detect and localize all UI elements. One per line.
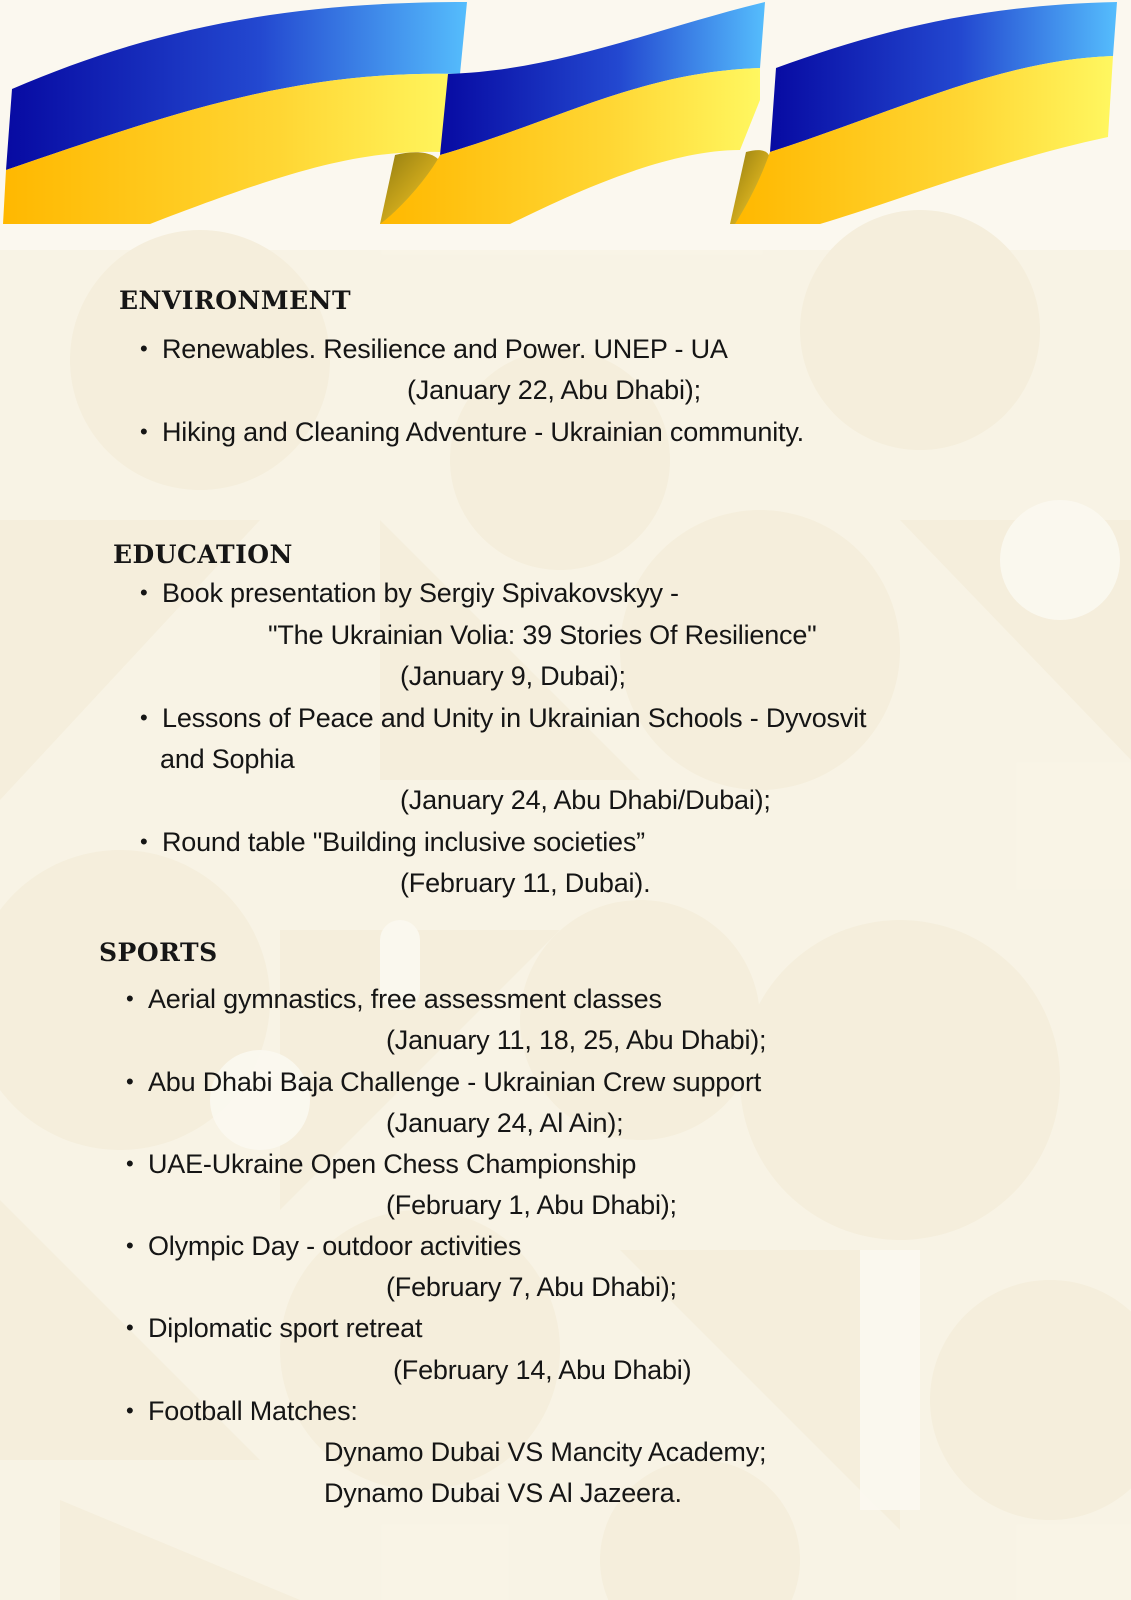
list-item-continuation: and Sophia	[160, 744, 295, 774]
list-item: • Book presentation by Sergiy Spivakovskyy -	[140, 578, 679, 609]
list-item: • Diplomatic sport retreat	[126, 1313, 422, 1344]
list-item-detail: (February 7, Abu Dhabi);	[386, 1272, 677, 1302]
section-heading-education: EDUCATION	[113, 540, 293, 569]
list-item-detail: (February 1, Abu Dhabi);	[386, 1190, 677, 1220]
list-item: • Round table "Building inclusive societies”	[140, 827, 645, 858]
list-item-detail: (January 9, Dubai);	[400, 661, 626, 691]
list-item: • UAE-Ukraine Open Chess Championship	[126, 1149, 636, 1180]
section-heading-sports: SPORTS	[99, 938, 218, 967]
list-item: • Football Matches:	[126, 1396, 358, 1427]
football-match: Dynamo Dubai VS Mancity Academy;	[324, 1437, 767, 1467]
list-item-detail: (January 24, Al Ain);	[386, 1108, 624, 1138]
list-item: • Abu Dhabi Baja Challenge - Ukrainian Crew support	[126, 1067, 761, 1098]
list-item: • Lessons of Peace and Unity in Ukrainian Schools - Dyvosvit	[140, 703, 866, 734]
list-item: • Hiking and Cleaning Adventure - Ukrainian community.	[140, 417, 804, 448]
list-item-detail: (January 24, Abu Dhabi/Dubai);	[400, 785, 771, 815]
list-item-subtitle: "The Ukrainian Volia: 39 Stories Of Resilience"	[268, 620, 817, 650]
list-item-detail: (January 11, 18, 25, Abu Dhabi);	[386, 1025, 767, 1055]
list-item-detail: (January 22, Abu Dhabi);	[407, 375, 701, 405]
football-match: Dynamo Dubai VS Al Jazeera.	[324, 1478, 682, 1508]
list-item-detail: (February 11, Dubai).	[400, 868, 651, 898]
list-item-detail: (February 14, Abu Dhabi)	[393, 1355, 692, 1385]
list-item: • Olympic Day - outdoor activities	[126, 1231, 521, 1262]
section-heading-environment: ENVIRONMENT	[119, 286, 352, 315]
list-item: • Aerial gymnastics, free assessment classes	[126, 984, 662, 1015]
list-item: • Renewables. Resilience and Power. UNEP - UA	[140, 334, 728, 365]
